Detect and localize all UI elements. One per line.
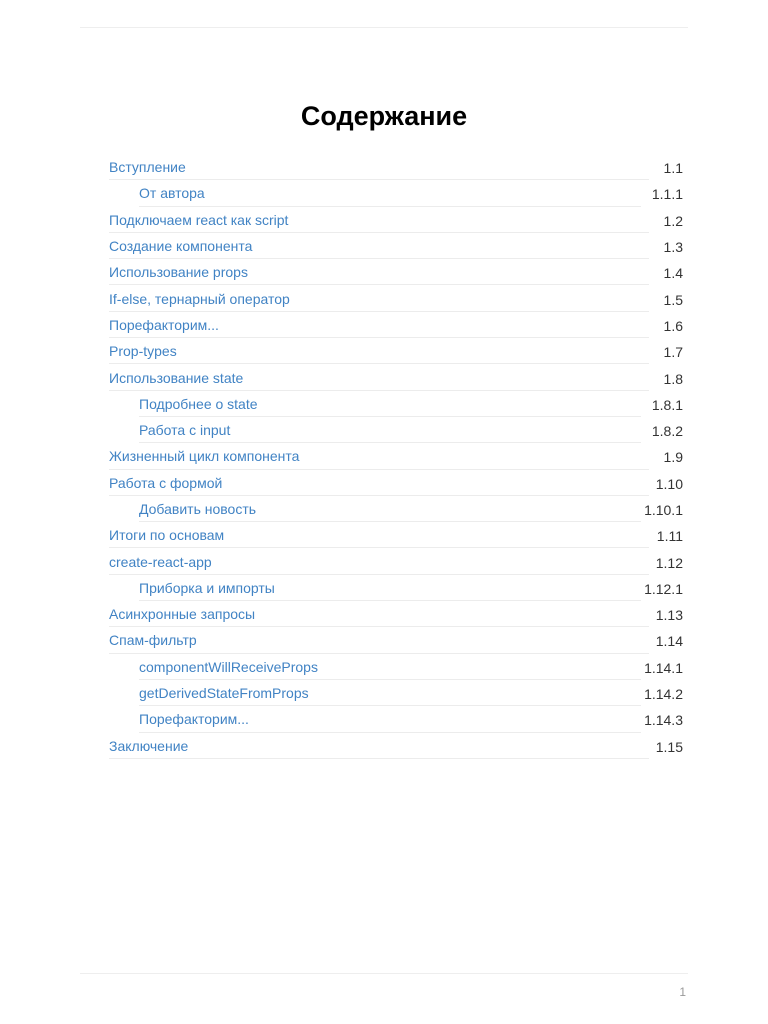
toc-entry-number: 1.8 [663, 370, 683, 387]
toc-entry-label: Работа с формой [109, 474, 223, 491]
toc-entry-link[interactable] [109, 363, 649, 390]
toc-entry-link[interactable] [139, 705, 641, 732]
toc-entry-label: Подключаем react как script [109, 211, 289, 228]
toc-entry [109, 443, 683, 469]
toc-entry [109, 627, 683, 653]
toc-entry-label: От автора [139, 185, 205, 202]
toc-entry-label: If-else, тернарный оператор [109, 290, 290, 307]
toc-entry-number: 1.8.2 [651, 423, 683, 440]
toc-entry-link[interactable] [109, 258, 649, 285]
toc-entry [109, 338, 683, 364]
toc-entry-number: 1.7 [663, 344, 683, 361]
toc-entry [109, 364, 683, 390]
toc-entry [109, 154, 683, 180]
page-header-rule [80, 27, 688, 28]
toc-entry-label: getDerivedStateFromProps [139, 685, 309, 702]
toc-entry-label: componentWillReceiveProps [139, 658, 318, 675]
toc-entry-label: Асинхронные запросы [109, 606, 256, 623]
toc-entry-label: Использование props [109, 264, 248, 281]
toc-entry-number: 1.10 [655, 475, 683, 492]
toc-entry-label: Итоги по основам [109, 527, 225, 544]
toc-entry-number: 1.14.3 [644, 712, 683, 729]
toc-entry-label: Порефакторим... [139, 711, 249, 728]
toc-entry-label: Добавить новость [139, 501, 257, 517]
toc-entry-number: 1.14.2 [644, 686, 683, 703]
toc-entry-label: Порефакторим... [109, 316, 219, 333]
toc-entry [109, 601, 683, 627]
toc-entry-number: 1.14.1 [644, 659, 683, 676]
toc-entry [109, 680, 683, 706]
toc-entry-link[interactable] [139, 679, 641, 706]
toc-entry-number: 1.8.1 [651, 396, 683, 413]
table-of-contents [109, 154, 683, 759]
toc-entry-label: Создание компонента [109, 238, 253, 255]
toc-entry-label: Работа с input [139, 422, 231, 439]
toc-entry-label: Вступление [109, 159, 186, 176]
toc-entry-label: Подробнее о state [139, 395, 258, 412]
toc-entry-link[interactable] [109, 206, 649, 233]
toc-entry-link[interactable] [139, 495, 641, 522]
toc-entry-link[interactable] [109, 153, 649, 180]
toc-entry-label: Жизненный цикл компонента [109, 448, 300, 465]
toc-entry-link[interactable] [109, 732, 649, 759]
toc-entry-link[interactable] [139, 574, 641, 601]
toc-entry-label: Приборка и импорты [139, 579, 275, 596]
toc-entry [109, 285, 683, 311]
toc-entry-number: 1.12.1 [644, 580, 683, 597]
toc-entry-number: 1.5 [663, 291, 683, 308]
toc-entry-number: 1.2 [663, 212, 683, 229]
toc-entry-number: 1.9 [663, 449, 683, 466]
toc-entry [109, 417, 683, 443]
toc-entry-link[interactable] [139, 416, 641, 443]
toc-entry [109, 522, 683, 548]
toc-entry-link[interactable] [139, 390, 641, 417]
toc-entry-label: Использование state [109, 369, 244, 386]
page-number: 1 [679, 985, 686, 999]
toc-entry [109, 391, 683, 417]
toc-entry-number: 1.15 [655, 738, 683, 755]
toc-entry [109, 233, 683, 259]
toc-entry [109, 312, 683, 338]
toc-entry-number: 1.1 [663, 160, 683, 177]
toc-entry [109, 654, 683, 680]
toc-entry-link[interactable] [109, 337, 649, 364]
toc-entry-link[interactable] [109, 547, 649, 574]
toc-entry-number: 1.6 [663, 317, 683, 334]
toc-entry-link[interactable] [109, 232, 649, 259]
toc-entry-link[interactable] [139, 653, 641, 680]
page-title: Содержание [300, 101, 468, 131]
toc-entry-link[interactable] [109, 469, 649, 496]
toc-entry [109, 706, 683, 732]
toc-entry [109, 470, 683, 496]
toc-entry-link[interactable] [109, 284, 649, 311]
toc-entry-link[interactable] [109, 311, 649, 338]
toc-entry-number: 1.3 [663, 239, 683, 256]
toc-entry [109, 496, 683, 522]
toc-entry-number: 1.11 [656, 528, 683, 545]
toc-entry-number: 1.1.1 [651, 186, 683, 203]
toc-entry [109, 207, 683, 233]
toc-entry-number: 1.10.1 [644, 502, 683, 518]
toc-entry-label: Prop-types [109, 343, 177, 360]
toc-entry-number: 1.14 [655, 633, 683, 650]
page-footer-rule [80, 973, 688, 974]
toc-entry-link[interactable] [109, 626, 649, 653]
toc-entry [109, 575, 683, 601]
toc-entry [109, 733, 683, 759]
toc-entry-number: 1.13 [655, 607, 683, 624]
toc-entry-label: create-react-app [109, 553, 212, 570]
toc-entry-link[interactable] [109, 600, 649, 627]
toc-entry-number: 1.12 [655, 554, 683, 571]
toc-entry [109, 548, 683, 574]
toc-entry-number: 1.4 [663, 265, 683, 282]
toc-entry-link[interactable] [109, 521, 649, 548]
toc-entry-link[interactable] [139, 179, 641, 206]
toc-entry-label: Заключение [109, 737, 189, 754]
toc-entry-label: Спам-фильтр [109, 632, 197, 649]
toc-entry [109, 180, 683, 206]
toc-entry-link[interactable] [109, 442, 649, 469]
toc-entry [109, 259, 683, 285]
